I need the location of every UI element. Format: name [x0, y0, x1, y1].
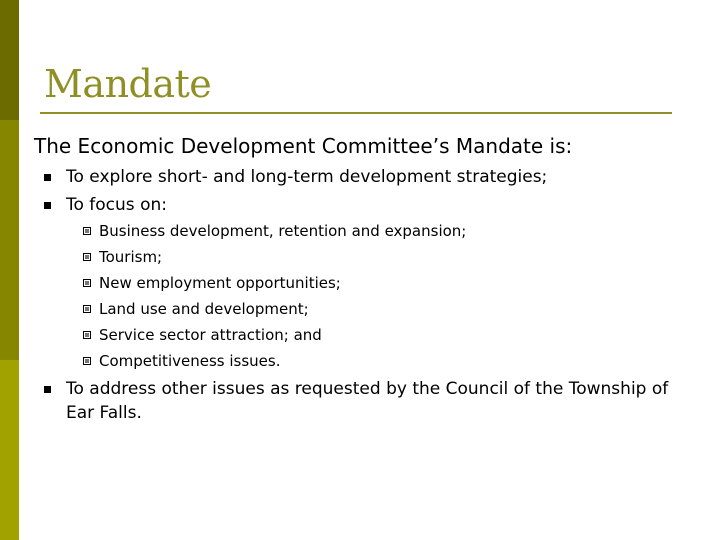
sub-bullet-text: New employment opportunities;: [99, 274, 341, 292]
square-bullet-icon: [44, 202, 51, 209]
hollow-square-bullet-icon: [83, 227, 91, 235]
sub-bullet-item: [83, 297, 603, 321]
sub-bullet-item: [83, 219, 603, 243]
sidebar-segment-top: [0, 0, 19, 120]
hollow-square-bullet-icon: [83, 357, 91, 365]
bullet-text: To address other issues as requested by the Council of the Township of Ear Falls.: [66, 379, 669, 423]
hollow-square-bullet-icon: [83, 253, 91, 261]
slide-title: Mandate: [44, 62, 212, 106]
title-divider: [40, 112, 672, 114]
sub-bullet-text: Service sector attraction; and: [99, 326, 322, 344]
sidebar-segment-middle: [0, 120, 19, 360]
sub-bullet-item: [83, 323, 603, 347]
bullet-text: To focus on:: [66, 195, 167, 215]
sub-bullet-text: Land use and development;: [99, 300, 309, 318]
intro-text: The Economic Development Committee’s Mandate is:: [34, 134, 573, 158]
bullet-text: To explore short- and long-term development strategies;: [66, 167, 548, 187]
sub-bullet-text: Competitiveness issues.: [99, 352, 281, 370]
sub-bullet-item: [83, 271, 603, 295]
sub-bullet-item: [83, 349, 603, 373]
hollow-square-bullet-icon: [83, 305, 91, 313]
sidebar-accent: [0, 0, 19, 540]
sidebar-segment-bottom: [0, 360, 19, 540]
sub-bullet-text: Tourism;: [99, 248, 163, 266]
hollow-square-bullet-icon: [83, 331, 91, 339]
square-bullet-icon: [44, 386, 51, 393]
square-bullet-icon: [44, 174, 51, 181]
sub-bullet-item: [83, 245, 603, 269]
sub-bullet-text: Business development, retention and expansion;: [99, 222, 467, 240]
hollow-square-bullet-icon: [83, 279, 91, 287]
